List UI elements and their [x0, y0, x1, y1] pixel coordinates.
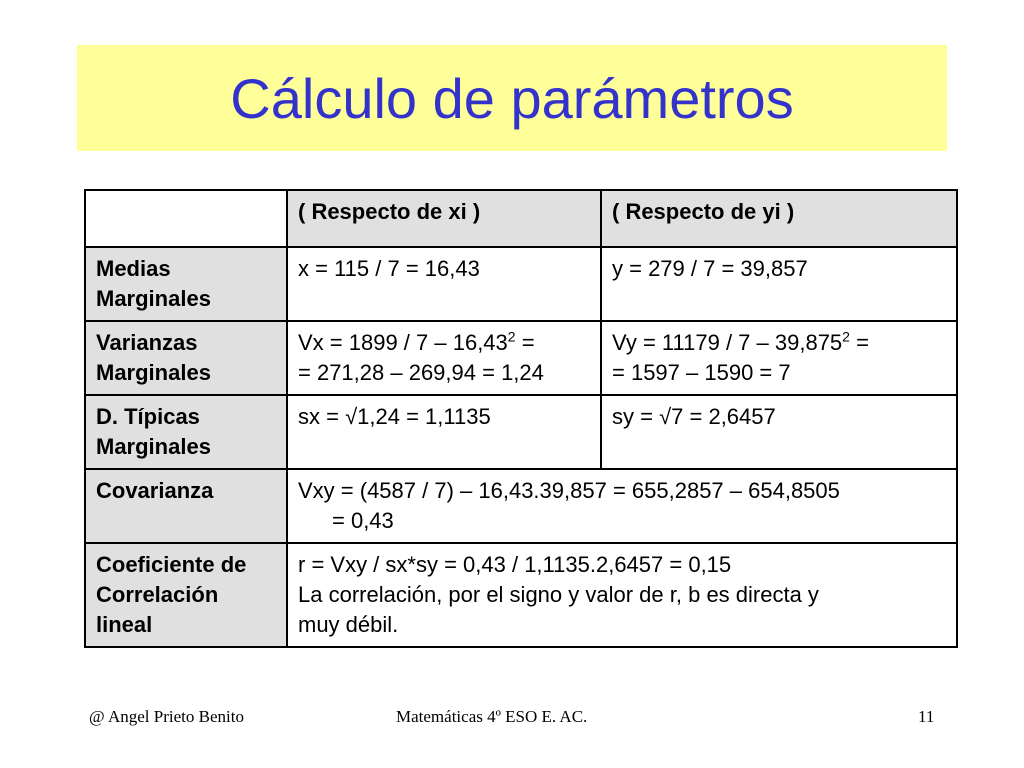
- row-label-line: D. Típicas: [96, 404, 200, 429]
- row-label-correlacion: [85, 543, 287, 647]
- table-row-tipicas: [85, 395, 957, 469]
- formula-line: r = Vxy / sx*sy = 0,43 / 1,1135.2,6457 = 0,15: [298, 552, 732, 577]
- table-header-row: [85, 190, 957, 247]
- cell-media-y: y = 279 / 7 = 39,857: [601, 247, 957, 321]
- formula-line: = 271,28 – 269,94 = 1,24: [298, 360, 544, 385]
- formula-text: =: [515, 330, 535, 355]
- row-label-line: Marginales: [96, 286, 211, 311]
- row-label-line: Covarianza: [96, 478, 214, 503]
- row-label-line: Correlación: [96, 582, 219, 607]
- exponent: 2: [842, 328, 850, 345]
- table-row-correlacion: [85, 543, 957, 647]
- row-label-varianzas: [85, 321, 287, 395]
- row-label-line: Marginales: [96, 434, 211, 459]
- cell-correlacion: [287, 543, 957, 647]
- row-label-line: Varianzas: [96, 330, 198, 355]
- row-label-covarianza: [85, 469, 287, 543]
- formula-line: Vxy = (4587 / 7) – 16,43.39,857 = 655,2857 – 654,8505: [298, 478, 840, 503]
- formula-line: [612, 328, 946, 358]
- cell-covarianza: [287, 469, 957, 543]
- footer-page-number: 11: [918, 707, 935, 726]
- row-label-medias: [85, 247, 287, 321]
- title-banner: [77, 45, 947, 151]
- formula-line: = 1597 – 1590 = 7: [612, 360, 791, 385]
- formula-line: = 0,43: [332, 508, 394, 533]
- cell-tipica-y: sy = √7 = 2,6457: [601, 395, 957, 469]
- cell-varianza-x: [287, 321, 601, 395]
- footer-author: @ Angel Prieto Benito: [89, 707, 244, 726]
- cell-varianza-y: [601, 321, 957, 395]
- formula-text: Vy = 11179 / 7 – 39,875: [612, 330, 843, 355]
- row-label-line: Medias: [96, 256, 171, 281]
- col-header-xi: ( Respecto de xi ): [287, 190, 601, 247]
- col-header-yi: ( Respecto de yi ): [601, 190, 957, 247]
- text-line: muy débil.: [298, 612, 399, 637]
- text-line: La correlación, por el signo y valor de r, b es directa y: [298, 582, 819, 607]
- exponent: 2: [507, 328, 516, 345]
- formula-text: =: [849, 330, 869, 355]
- row-label-line: Marginales: [96, 360, 211, 385]
- cell-tipica-x: sx = √1,24 = 1,1135: [287, 395, 601, 469]
- table-row-varianzas: [85, 321, 957, 395]
- table-row-covarianza: [85, 469, 957, 543]
- formula-text: Vx = 1899 / 7 – 16,43: [298, 330, 508, 355]
- row-label-line: lineal: [96, 612, 153, 637]
- row-label-line: Coeficiente de: [96, 552, 247, 577]
- corner-cell: [85, 190, 287, 247]
- slide-title: Cálculo de parámetros: [230, 66, 794, 130]
- footer-course: Matemáticas 4º ESO E. AC.: [396, 707, 588, 726]
- cell-media-x: x = 115 / 7 = 16,43: [287, 247, 601, 321]
- row-label-tipicas: [85, 395, 287, 469]
- parameters-table: [84, 189, 958, 648]
- formula-line: [298, 328, 590, 358]
- table-row-medias: [85, 247, 957, 321]
